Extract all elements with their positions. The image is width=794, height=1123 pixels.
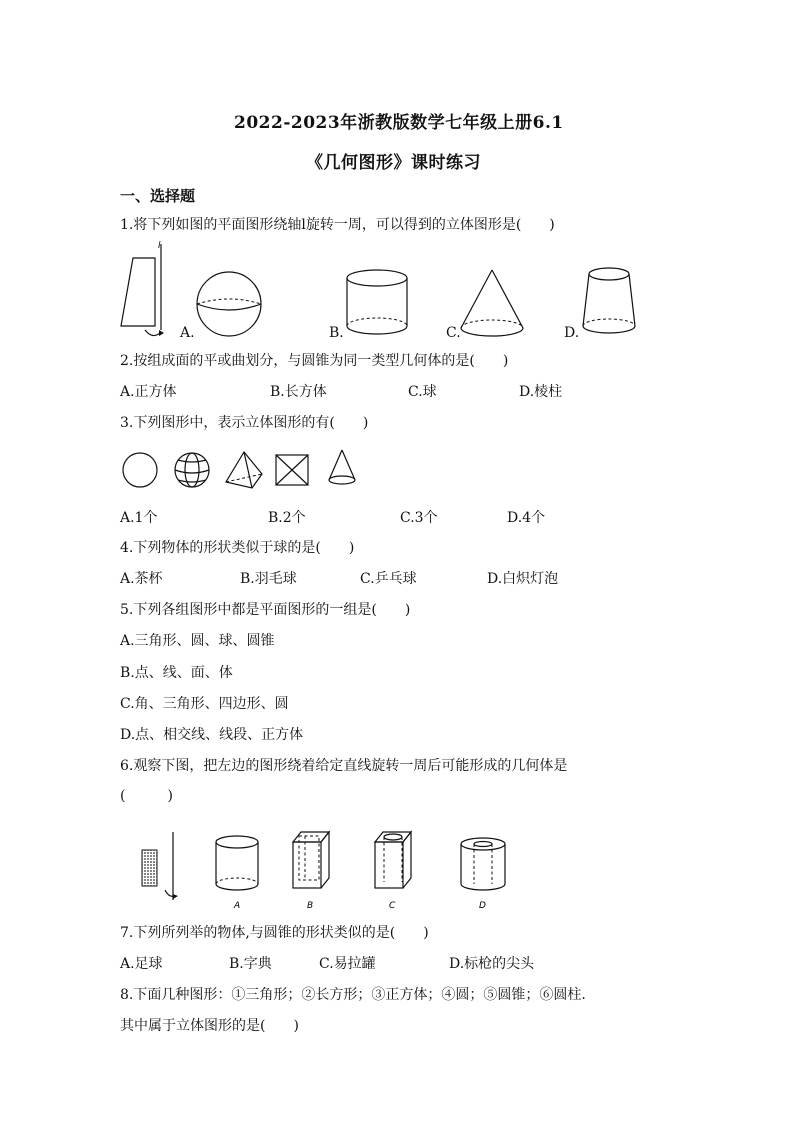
frustum-figure xyxy=(583,268,635,333)
q1-option-b: B. xyxy=(329,325,344,341)
doc-title-line2: 《几何图形》课时练习 xyxy=(306,153,481,173)
q6-label-a: A xyxy=(234,901,241,911)
q7-option-c: C.易拉罐 xyxy=(319,956,376,972)
circle-figure xyxy=(123,453,157,487)
question-8-text: 8.下面几种图形：①三角形；②长方形；③正方体；④圆；⑤圆锥；⑥圆柱. xyxy=(120,987,586,1003)
question-2-text: 2.按组成面的平或曲划分，与圆锥为同一类型几何体的是( ) xyxy=(120,353,509,369)
q7-option-b: B.字典 xyxy=(229,956,272,972)
q3-option-b: B.2个 xyxy=(268,510,306,526)
q5-option-b: B.点、线、面、体 xyxy=(120,665,233,681)
option-c-box-with-hole-figure xyxy=(375,832,411,888)
q4-option-d: D.白炽灯泡 xyxy=(487,571,559,587)
q2-option-a: A.正方体 xyxy=(120,384,177,400)
question-7-text: 7.下列所列举的物体,与圆锥的形状类似的是( ) xyxy=(120,925,429,941)
option-d-hollow-cylinder-figure xyxy=(461,838,505,890)
question-1-text: 1.将下列如图的平面图形绕轴l旋转一周，可以得到的立体图形是( ) xyxy=(120,217,555,233)
question-4-text: 4.下列物体的形状类似于球的是( ) xyxy=(120,540,355,556)
q2-option-c: C.球 xyxy=(408,384,437,400)
question-8-text-2: 其中属于立体图形的是( ) xyxy=(120,1018,299,1034)
q1-option-c: C. xyxy=(446,325,461,341)
question-1-figure xyxy=(115,240,675,345)
axis-label: l xyxy=(158,241,161,251)
trapezoid-with-axis-figure xyxy=(121,241,164,336)
question-3-text: 3.下列图形中，表示立体图形的有( ) xyxy=(120,415,369,431)
q7-option-d: D.标枪的尖头 xyxy=(449,956,535,972)
doc-title-line1: 2022-2023年浙教版数学七年级上册6.1 xyxy=(234,113,564,133)
sphere-figure xyxy=(197,272,261,336)
q5-option-c: C.角、三角形、四边形、圆 xyxy=(120,696,289,712)
crossed-square-figure xyxy=(276,455,308,485)
shaded-rectangle-with-axis-figure xyxy=(142,832,178,900)
q6-label-b: B xyxy=(307,901,314,911)
q3-option-d: D.4个 xyxy=(507,510,546,526)
q3-option-c: C.3个 xyxy=(400,510,438,526)
q6-label-c: C xyxy=(389,901,396,911)
q6-label-d: D xyxy=(479,901,486,911)
question-6-paren: ( ) xyxy=(120,788,173,804)
q4-option-b: B.羽毛球 xyxy=(240,571,297,587)
q3-option-a: A.1个 xyxy=(120,510,158,526)
globe-figure xyxy=(175,453,209,487)
q4-option-c: C.乒乓球 xyxy=(360,571,417,587)
cone-figure xyxy=(461,270,523,336)
option-a-cylinder-figure xyxy=(216,836,258,890)
q2-option-d: D.棱柱 xyxy=(519,384,563,400)
question-5-text: 5.下列各组图形中都是平面图形的一组是( ) xyxy=(120,602,411,618)
q5-option-a: A.三角形、圆、球、圆锥 xyxy=(120,633,275,649)
question-6-figure xyxy=(135,828,515,912)
q2-option-b: B.长方体 xyxy=(270,384,327,400)
q1-option-d: D. xyxy=(564,325,580,341)
option-b-hollow-box-figure xyxy=(293,832,329,888)
q1-option-a: A. xyxy=(180,325,195,341)
cylinder-figure xyxy=(347,270,407,334)
question-3-figure xyxy=(118,446,368,494)
q4-option-a: A.茶杯 xyxy=(120,571,163,587)
pyramid-figure xyxy=(226,452,262,488)
q5-option-d: D.点、相交线、线段、正方体 xyxy=(120,727,304,743)
section-heading: 一、选择题 xyxy=(120,187,196,205)
small-cone-figure xyxy=(329,450,355,484)
q7-option-a: A.足球 xyxy=(120,956,163,972)
question-6-text: 6.观察下图，把左边的图形绕着给定直线旋转一周后可能形成的几何体是 xyxy=(120,758,568,774)
